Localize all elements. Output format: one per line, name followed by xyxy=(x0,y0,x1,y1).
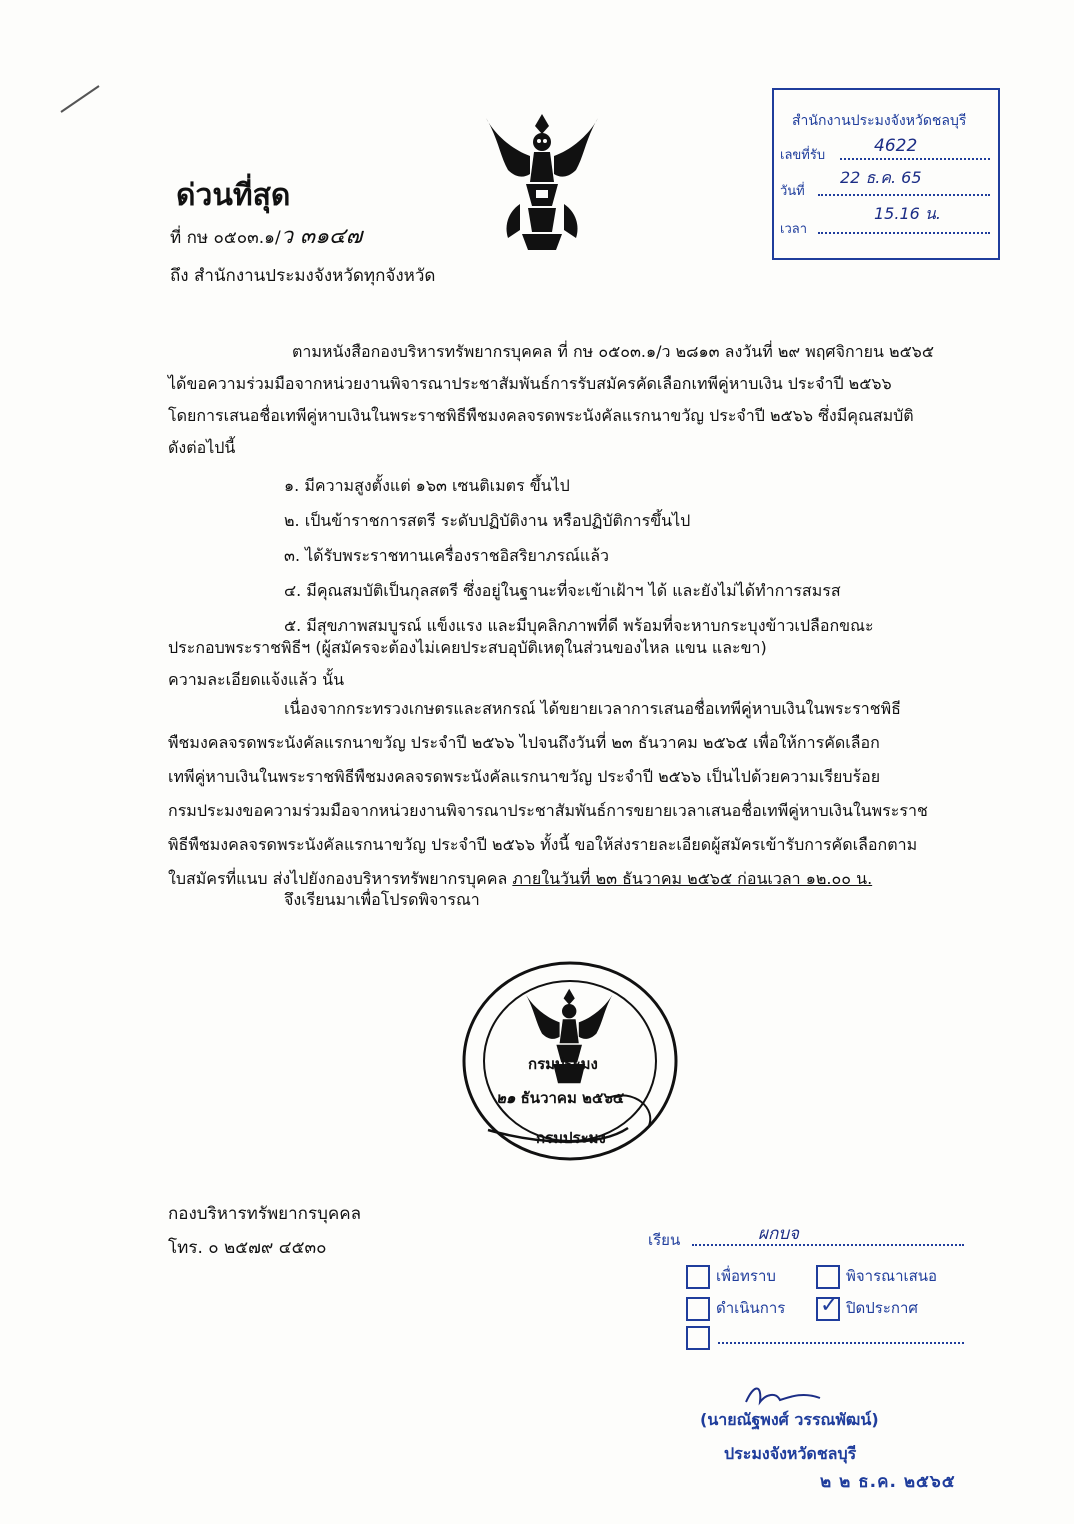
addressee: ถึง สำนักงานประมงจังหวัดทุกจังหวัด xyxy=(170,266,436,286)
routing-to-label: เรียน xyxy=(648,1231,681,1249)
p1-line: โดยการเสนอชื่อเทพีคู่หาบเงินในพระราชพิธีพืชมงคลจรดพระนังคัลแรกนาขวัญ ประจำปี ๒๕๖๖ ซึ่งมีคุณสมบัติ xyxy=(168,406,914,425)
p1-line: ตามหนังสือกองบริหารทรัพยากรบุคคล ที่ กษ ๐๕๐๓.๑/ว ๒๘๑๓ ลงวันที่ ๒๙ พฤศจิกายน ๒๕๖๕ xyxy=(292,342,934,361)
department-seal xyxy=(458,958,682,1164)
p2-line: พืชมงคลจรดพระนังคัลแรกนาขวัญ ประจำปี ๒๕๖๖ ไปจนถึงวันที่ ๒๓ ธันวาคม ๒๕๖๕ เพื่อให้การคัดเลือก xyxy=(168,733,880,752)
deadline-underlined: ภายในวันที่ ๒๓ ธันวาคม ๒๕๖๕ ก่อนเวลา ๑๒.๐๐ น. xyxy=(512,869,873,888)
option-post-notice-label: ปิดประกาศ xyxy=(846,1299,918,1317)
seal-bottom-text: กรมประมง xyxy=(536,1129,606,1147)
seal-date-month-year: ธันวาคม ๒๕๖๕ xyxy=(520,1089,625,1107)
reference-handwritten: ว ๓๑๔๗ xyxy=(280,224,363,249)
option-blank-line xyxy=(718,1342,964,1344)
item5-line: ความละเอียดแจ้งแล้ว นั้น xyxy=(168,670,345,689)
sign-date: ๒ ๒ ธ.ค. ๒๕๖๕ xyxy=(820,1472,956,1492)
option-proceed xyxy=(686,1296,785,1321)
option-post-notice xyxy=(816,1296,918,1321)
receipt-office: สำนักงานประมงจังหวัดชลบุรี xyxy=(792,113,967,129)
receipt-time-value: 15.16 น. xyxy=(874,204,941,223)
receipt-stamp xyxy=(772,88,1000,260)
paragraph-1 xyxy=(168,336,958,464)
p1-line: ได้ขอความร่วมมือจากหน่วยงานพิจารณาประชาสัมพันธ์การรับสมัครคัดเลือกเทพีคู่หาบเงิน ประจำปี ๒๕๖๖ xyxy=(168,374,892,393)
option-inform-label: เพื่อทราบ xyxy=(716,1267,776,1285)
seal-date xyxy=(496,1086,624,1110)
p2-line: พิธีพืชมงคลจรดพระนังคัลแรกนาขวัญ ประจำปี ๒๕๖๖ ทั้งนี้ ขอให้ส่งรายละเอียดผู้สมัครเข้ารับการคัดเลือกตาม xyxy=(168,835,918,854)
receipt-date-label: วันที่ xyxy=(780,184,805,199)
reference-prefix: ที่ กษ ๐๕๐๓.๑/ xyxy=(170,228,281,248)
paragraph-2 xyxy=(168,692,928,896)
receipt-no-value: 4622 xyxy=(874,136,918,156)
list-item: ๔. มีคุณสมบัติเป็นกุลสตรี ซึ่งอยู่ในฐานะที่จะเข้าเฝ้าฯ ได้ และยังไม่ได้ทำการสมรส xyxy=(284,581,841,600)
receipt-date-line xyxy=(818,194,990,196)
option-proceed-checkbox xyxy=(686,1297,710,1321)
signer-title: ประมงจังหวัดชลบุรี xyxy=(724,1444,857,1463)
receipt-time-label: เวลา xyxy=(780,222,808,237)
list-item: ๑. มีความสูงตั้งแต่ ๑๖๓ เซนติเมตร ขึ้นไป xyxy=(284,476,570,495)
option-blank xyxy=(686,1326,716,1350)
option-inform xyxy=(686,1264,776,1289)
division-name: กองบริหารทรัพยากรบุคคล xyxy=(168,1204,362,1224)
routing-to-line xyxy=(692,1244,964,1246)
p2-line: กรมประมงขอความร่วมมือจากหน่วยงานพิจารณาประชาสัมพันธ์การขยายเวลาเสนอชื่อเทพีคู่หาบเงินในพระราช xyxy=(168,801,928,820)
p1-line: ดังต่อไปนี้ xyxy=(168,438,236,457)
p2-last-plain: ใบสมัครที่แนบ ส่งไปยังกองบริหารทรัพยากรบุคคล xyxy=(168,869,513,888)
p2-last-line xyxy=(168,862,928,896)
pen-mark xyxy=(55,80,105,120)
item5-line: ประกอบพระราชพิธีฯ (ผู้สมัครจะต้องไม่เคยประสบอุบัติเหตุในส่วนของไหล แขน และขา) xyxy=(168,638,767,657)
option-post-notice-checkbox xyxy=(816,1297,840,1321)
list-item: ๒. เป็นข้าราชการสตรี ระดับปฏิบัติงาน หรือปฏิบัติการขึ้นไป xyxy=(284,511,691,530)
seal-dept-name: กรมประมง xyxy=(528,1055,598,1073)
p2-line: เนื่องจากกระทรวงเกษตรและสหกรณ์ ได้ขยายเวลาการเสนอชื่อเทพีคู่หาบเงินในพระราชพิธี xyxy=(284,699,901,718)
option-consider-label: พิจารณาเสนอ xyxy=(846,1267,938,1285)
division-phone: โทร. ๐ ๒๕๗๙ ๔๕๓๐ xyxy=(168,1238,327,1258)
list-item: ๕. มีสุขภาพสมบูรณ์ แข็งแรง และมีบุคลิกภาพที่ดี พร้อมที่จะหาบกระบุงข้าวเปลือกขณะ xyxy=(284,616,874,635)
receipt-no-label: เลขที่รับ xyxy=(780,148,826,163)
seal-date-hand: ๒๑ xyxy=(496,1089,516,1107)
option-blank-checkbox xyxy=(686,1326,710,1350)
list-item: ๓. ได้รับพระราชทานเครื่องราชอิสริยาภรณ์แล้ว xyxy=(284,546,609,565)
item5-continuation xyxy=(168,632,767,696)
urgency-heading: ด่วนที่สุด xyxy=(176,178,291,213)
p2-line: เทพีคู่หาบเงินในพระราชพิธีพืชมงคลจรดพระนังคัลแรกนาขวัญ ประจำปี ๒๕๖๖ เป็นไปด้วยความเรียบร้อย xyxy=(168,767,881,786)
routing-to-hand: ผกบจ xyxy=(758,1224,800,1244)
receipt-date-value: 22 ธ.ค. 65 xyxy=(840,168,922,187)
receipt-no-line xyxy=(840,158,990,160)
option-consider xyxy=(816,1264,937,1289)
option-inform-checkbox xyxy=(686,1265,710,1289)
routing-stamp xyxy=(648,1218,978,1358)
receipt-time-line xyxy=(818,232,990,234)
qualification-list xyxy=(284,468,874,643)
signer-name: (นายณัฐพงศ์ วรรณพัฒน์) xyxy=(700,1410,879,1429)
option-consider-checkbox xyxy=(816,1265,840,1289)
closing-line: จึงเรียนมาเพื่อโปรดพิจารณา xyxy=(284,890,480,909)
garuda-emblem xyxy=(478,108,606,258)
option-proceed-label: ดำเนินการ xyxy=(716,1299,786,1317)
reference-number xyxy=(170,218,362,253)
